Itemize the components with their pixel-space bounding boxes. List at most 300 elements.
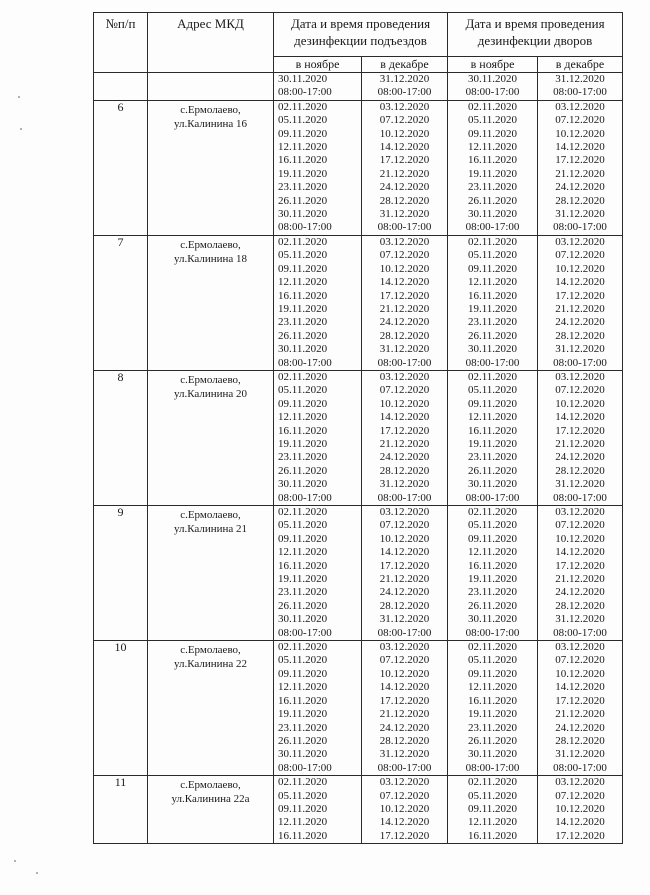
date-value: 31.12.2020 (555, 73, 605, 85)
date-value: 07.12.2020 (379, 114, 430, 127)
table-row (94, 776, 623, 844)
date-value: 10.12.2020 (379, 397, 430, 410)
address-street: ул.Калинина 22а (171, 793, 250, 806)
date-value: 08:00-17:00 (278, 491, 332, 504)
date-value: 24.12.2020 (379, 586, 430, 599)
continuation-yard-nov (448, 73, 538, 101)
yard-dec-dates (538, 100, 623, 235)
row-number: 9 (94, 506, 148, 641)
scan-speck (36, 872, 38, 874)
yard-dec-dates (538, 776, 623, 844)
date-value: 12.11.2020 (467, 546, 518, 559)
date-value: 26.11.2020 (467, 599, 518, 612)
date-value: 21.12.2020 (379, 708, 430, 721)
date-value: 28.12.2020 (555, 599, 605, 612)
continuation-number-cell (94, 73, 148, 101)
yard-nov-dates (448, 370, 538, 505)
address-cell (148, 641, 274, 776)
date-value: 17.12.2020 (379, 154, 430, 167)
date-value: 09.11.2020 (278, 262, 328, 275)
date-value: 10.12.2020 (379, 127, 430, 140)
date-value: 09.11.2020 (467, 262, 518, 275)
date-value: 03.12.2020 (379, 776, 430, 789)
date-value: 08:00-17:00 (553, 626, 607, 639)
date-value: 07.12.2020 (379, 249, 430, 262)
entrance-nov-dates (274, 370, 362, 505)
date-value: 12.11.2020 (278, 276, 328, 289)
date-value: 03.12.2020 (379, 100, 430, 113)
date-value: 02.11.2020 (278, 641, 328, 654)
date-value: 24.12.2020 (379, 451, 430, 464)
date-value: 26.11.2020 (467, 329, 518, 342)
subheader-entrance-dec: в декабре (362, 57, 448, 73)
date-value: 09.11.2020 (278, 802, 328, 815)
date-value: 30.11.2020 (467, 208, 518, 221)
date-value: 02.11.2020 (278, 506, 328, 518)
entrance-dec-dates (362, 776, 448, 844)
date-value: 28.12.2020 (555, 194, 605, 207)
date-value: 31.12.2020 (379, 613, 430, 626)
date-value: 09.11.2020 (278, 532, 328, 545)
date-value: 10.12.2020 (555, 127, 605, 140)
row-number: 11 (94, 776, 148, 844)
date-value: 19.11.2020 (278, 302, 328, 315)
date-value: 26.11.2020 (278, 599, 328, 612)
disinfection-schedule-table (93, 12, 623, 844)
date-value: 08:00-17:00 (465, 356, 520, 369)
date-value: 07.12.2020 (379, 384, 430, 397)
entrance-nov-dates (274, 776, 362, 844)
date-value: 03.12.2020 (379, 641, 430, 654)
address-cell (148, 235, 274, 370)
date-value: 30.11.2020 (467, 478, 518, 491)
date-value: 28.12.2020 (555, 329, 605, 342)
date-value: 08:00-17:00 (553, 761, 607, 774)
date-value: 14.12.2020 (379, 411, 430, 424)
date-value: 02.11.2020 (278, 100, 328, 113)
date-value: 12.11.2020 (278, 681, 328, 694)
date-value: 10.12.2020 (379, 667, 430, 680)
date-value: 05.11.2020 (467, 114, 518, 127)
date-value: 30.11.2020 (467, 748, 518, 761)
date-value: 03.12.2020 (555, 100, 605, 113)
date-value: 08:00-17:00 (553, 221, 607, 234)
continuation-entrance-nov (274, 73, 362, 101)
date-value: 14.12.2020 (555, 681, 605, 694)
date-value: 07.12.2020 (379, 519, 430, 532)
yard-dec-dates (538, 641, 623, 776)
date-value: 09.11.2020 (467, 667, 518, 680)
date-value: 16.11.2020 (278, 694, 328, 707)
date-value: 02.11.2020 (278, 370, 328, 383)
date-value: 09.11.2020 (278, 667, 328, 680)
date-value: 16.11.2020 (467, 559, 518, 572)
date-value: 16.11.2020 (278, 829, 328, 842)
date-value: 17.12.2020 (555, 829, 605, 842)
date-value: 16.11.2020 (278, 289, 328, 302)
date-value: 19.11.2020 (467, 708, 518, 721)
column-header-yards: Дата и время проведения дезинфекции дворов (448, 13, 623, 57)
date-value: 26.11.2020 (278, 194, 328, 207)
date-value: 24.12.2020 (379, 316, 430, 329)
date-value: 16.11.2020 (278, 559, 328, 572)
date-value: 12.11.2020 (278, 411, 328, 424)
date-value: 03.12.2020 (379, 235, 430, 248)
date-value: 30.11.2020 (278, 208, 328, 221)
date-value: 08:00-17:00 (377, 491, 432, 504)
address-locality: с.Ермолаево, (180, 509, 241, 521)
row-number: 8 (94, 370, 148, 505)
date-value: 10.12.2020 (555, 802, 605, 815)
date-value: 09.11.2020 (467, 532, 518, 545)
yard-nov-dates (448, 506, 538, 641)
date-value: 05.11.2020 (278, 114, 328, 127)
column-header-address: Адрес МКД (148, 13, 274, 73)
date-value: 21.12.2020 (555, 573, 605, 586)
date-value: 14.12.2020 (555, 411, 605, 424)
date-value: 31.12.2020 (555, 613, 605, 626)
address-locality: с.Ермолаево, (180, 644, 241, 657)
date-value: 14.12.2020 (555, 276, 605, 289)
time-value: 08:00-17:00 (553, 86, 607, 99)
date-value: 16.11.2020 (467, 289, 518, 302)
date-value: 08:00-17:00 (278, 626, 332, 639)
date-value: 19.11.2020 (278, 573, 328, 586)
date-value: 24.12.2020 (379, 721, 430, 734)
date-value: 17.12.2020 (379, 694, 430, 707)
date-value: 16.11.2020 (467, 424, 518, 437)
date-value: 07.12.2020 (379, 789, 430, 802)
date-value: 12.11.2020 (278, 141, 328, 154)
yard-dec-dates (538, 370, 623, 505)
date-value: 14.12.2020 (379, 816, 430, 829)
date-value: 05.11.2020 (278, 654, 328, 667)
date-value: 12.11.2020 (467, 141, 518, 154)
date-value: 24.12.2020 (555, 316, 605, 329)
date-value: 26.11.2020 (467, 734, 518, 747)
date-value: 08:00-17:00 (553, 491, 607, 504)
date-value: 05.11.2020 (278, 519, 328, 532)
date-value: 31.12.2020 (379, 208, 430, 221)
subheader-entrance-nov: в ноябре (274, 57, 362, 73)
time-value: 08:00-17:00 (465, 86, 520, 99)
date-value: 23.11.2020 (278, 721, 328, 734)
date-value: 03.12.2020 (379, 506, 430, 518)
date-value: 31.12.2020 (555, 478, 605, 491)
entrance-dec-dates (362, 506, 448, 641)
date-value: 10.12.2020 (379, 802, 430, 815)
date-value: 08:00-17:00 (377, 221, 432, 234)
date-value: 08:00-17:00 (465, 761, 520, 774)
date-value: 03.12.2020 (555, 370, 605, 383)
yard-nov-dates (448, 235, 538, 370)
date-value: 07.12.2020 (555, 789, 605, 802)
continuation-yard-dec (538, 73, 623, 101)
entrance-dec-dates (362, 641, 448, 776)
date-value: 16.11.2020 (467, 829, 518, 842)
date-value: 31.12.2020 (379, 748, 430, 761)
date-value: 08:00-17:00 (377, 761, 432, 774)
date-value: 23.11.2020 (467, 451, 518, 464)
date-value: 30.11.2020 (278, 748, 328, 761)
date-value: 10.12.2020 (555, 397, 605, 410)
date-value: 26.11.2020 (278, 734, 328, 747)
date-value: 03.12.2020 (555, 506, 605, 518)
address-locality: с.Ермолаево, (180, 103, 241, 116)
time-value: 08:00-17:00 (377, 86, 432, 99)
date-value: 03.12.2020 (555, 776, 605, 789)
date-value: 08:00-17:00 (377, 356, 432, 369)
date-value: 21.12.2020 (379, 302, 430, 315)
date-value: 10.12.2020 (555, 667, 605, 680)
date-value: 07.12.2020 (555, 519, 605, 532)
date-value: 09.11.2020 (278, 397, 328, 410)
date-value: 30.11.2020 (467, 613, 518, 626)
date-value: 05.11.2020 (467, 249, 518, 262)
date-value: 12.11.2020 (278, 816, 328, 829)
date-value: 21.12.2020 (379, 167, 430, 180)
date-value: 14.12.2020 (379, 681, 430, 694)
date-value: 19.11.2020 (278, 708, 328, 721)
date-value: 17.12.2020 (379, 289, 430, 302)
date-value: 23.11.2020 (467, 721, 518, 734)
address-locality: с.Ермолаево, (180, 238, 241, 251)
date-value: 31.12.2020 (555, 208, 605, 221)
entrance-dec-dates (362, 370, 448, 505)
date-value: 08:00-17:00 (465, 626, 520, 639)
date-value: 21.12.2020 (379, 573, 430, 586)
date-value: 16.11.2020 (467, 694, 518, 707)
address-street: ул.Калинина 21 (173, 523, 248, 535)
date-value: 02.11.2020 (467, 235, 518, 248)
date-value: 08:00-17:00 (553, 356, 607, 369)
address-cell (148, 506, 274, 641)
date-value: 10.12.2020 (379, 532, 430, 545)
entrance-nov-dates (274, 641, 362, 776)
address-locality: с.Ермолаево, (180, 779, 241, 792)
date-value: 08:00-17:00 (278, 761, 332, 774)
address-locality: с.Ермолаево, (180, 373, 241, 386)
date-value: 07.12.2020 (555, 384, 605, 397)
date-value: 14.12.2020 (555, 816, 605, 829)
table-row (94, 506, 623, 641)
address-street: ул.Калинина 16 (173, 117, 248, 130)
date-value: 03.12.2020 (555, 235, 605, 248)
date-value: 08:00-17:00 (465, 491, 520, 504)
scan-speck (14, 860, 16, 862)
subheader-yard-nov: в ноябре (448, 57, 538, 73)
date-value: 30.11.2020 (467, 73, 518, 85)
date-value: 12.11.2020 (467, 816, 518, 829)
date-value: 14.12.2020 (555, 546, 605, 559)
date-value: 10.12.2020 (379, 262, 430, 275)
row-number: 10 (94, 641, 148, 776)
entrance-nov-dates (274, 235, 362, 370)
continuation-entrance-dec (362, 73, 448, 101)
date-value: 07.12.2020 (555, 114, 605, 127)
date-value: 19.11.2020 (278, 167, 328, 180)
date-value: 12.11.2020 (467, 411, 518, 424)
table-row (94, 370, 623, 505)
date-value: 21.12.2020 (379, 437, 430, 450)
address-cell (148, 776, 274, 844)
date-value: 17.12.2020 (379, 829, 430, 842)
yard-dec-dates (538, 235, 623, 370)
date-value: 24.12.2020 (379, 181, 430, 194)
date-value: 21.12.2020 (555, 167, 605, 180)
date-value: 17.12.2020 (555, 559, 605, 572)
date-value: 14.12.2020 (379, 141, 430, 154)
date-value: 19.11.2020 (467, 302, 518, 315)
date-value: 05.11.2020 (278, 384, 328, 397)
yard-dec-dates (538, 506, 623, 641)
date-value: 24.12.2020 (555, 586, 605, 599)
entrance-dec-dates (362, 235, 448, 370)
date-value: 17.12.2020 (379, 424, 430, 437)
date-value: 05.11.2020 (467, 654, 518, 667)
date-value: 09.11.2020 (278, 127, 328, 140)
date-value: 02.11.2020 (278, 776, 328, 789)
yard-nov-dates (448, 776, 538, 844)
date-value: 21.12.2020 (555, 437, 605, 450)
date-value: 02.11.2020 (467, 370, 518, 383)
date-value: 23.11.2020 (278, 316, 328, 329)
date-value: 24.12.2020 (555, 181, 605, 194)
address-street: ул.Калинина 18 (173, 252, 248, 265)
date-value: 30.11.2020 (278, 613, 328, 626)
date-value: 19.11.2020 (278, 437, 328, 450)
date-value: 17.12.2020 (555, 694, 605, 707)
table-row (94, 641, 623, 776)
yard-nov-dates (448, 641, 538, 776)
row-number: 7 (94, 235, 148, 370)
date-value: 08:00-17:00 (465, 221, 520, 234)
date-value: 19.11.2020 (467, 167, 518, 180)
date-value: 07.12.2020 (379, 654, 430, 667)
date-value: 09.11.2020 (467, 802, 518, 815)
subheader-yard-dec: в декабре (538, 57, 623, 73)
date-value: 05.11.2020 (278, 249, 328, 262)
date-value: 28.12.2020 (379, 329, 430, 342)
date-value: 05.11.2020 (467, 384, 518, 397)
date-value: 05.11.2020 (467, 789, 518, 802)
entrance-nov-dates (274, 100, 362, 235)
date-value: 23.11.2020 (467, 586, 518, 599)
date-value: 14.12.2020 (379, 276, 430, 289)
date-value: 31.12.2020 (379, 343, 430, 356)
date-value: 26.11.2020 (278, 329, 328, 342)
date-value: 30.11.2020 (278, 343, 328, 356)
date-value: 07.12.2020 (555, 654, 605, 667)
date-value: 19.11.2020 (467, 573, 518, 586)
entrance-nov-dates (274, 506, 362, 641)
date-value: 23.11.2020 (278, 586, 328, 599)
date-value: 14.12.2020 (555, 141, 605, 154)
date-value: 26.11.2020 (467, 464, 518, 477)
date-value: 14.12.2020 (379, 546, 430, 559)
continuation-address-cell (148, 73, 274, 101)
date-value: 23.11.2020 (467, 181, 518, 194)
date-value: 31.12.2020 (555, 343, 605, 356)
date-value: 24.12.2020 (555, 451, 605, 464)
date-value: 02.11.2020 (467, 776, 518, 789)
date-value: 16.11.2020 (278, 154, 328, 167)
date-value: 08:00-17:00 (278, 221, 332, 234)
date-value: 17.12.2020 (555, 289, 605, 302)
header-row (94, 13, 623, 57)
date-value: 17.12.2020 (379, 559, 430, 572)
date-value: 12.11.2020 (467, 681, 518, 694)
date-value: 28.12.2020 (379, 734, 430, 747)
date-value: 17.12.2020 (555, 424, 605, 437)
address-street: ул.Калинина 22 (173, 658, 248, 671)
date-value: 28.12.2020 (555, 734, 605, 747)
date-value: 31.12.2020 (555, 748, 605, 761)
date-value: 03.12.2020 (379, 370, 430, 383)
date-value: 12.11.2020 (278, 546, 328, 559)
date-value: 08:00-17:00 (278, 356, 332, 369)
date-value: 31.12.2020 (379, 478, 430, 491)
date-value: 24.12.2020 (555, 721, 605, 734)
date-value: 17.12.2020 (555, 154, 605, 167)
date-value: 28.12.2020 (555, 464, 605, 477)
date-value: 08:00-17:00 (377, 626, 432, 639)
table-row (94, 235, 623, 370)
time-value: 08:00-17:00 (278, 86, 332, 99)
table-row (94, 100, 623, 235)
date-value: 05.11.2020 (278, 789, 328, 802)
date-value: 30.11.2020 (278, 73, 328, 85)
date-value: 23.11.2020 (278, 181, 328, 194)
date-value: 30.11.2020 (467, 343, 518, 356)
date-value: 28.12.2020 (379, 464, 430, 477)
column-header-entrances: Дата и время проведения дезинфекции подъездов (274, 13, 448, 57)
date-value: 09.11.2020 (467, 127, 518, 140)
date-value: 12.11.2020 (467, 276, 518, 289)
date-value: 30.11.2020 (278, 478, 328, 491)
date-value: 03.12.2020 (555, 641, 605, 654)
scan-speck (18, 96, 20, 98)
date-value: 21.12.2020 (555, 302, 605, 315)
date-value: 28.12.2020 (379, 194, 430, 207)
date-value: 09.11.2020 (467, 397, 518, 410)
date-value: 26.11.2020 (467, 194, 518, 207)
date-value: 28.12.2020 (379, 599, 430, 612)
date-value: 16.11.2020 (278, 424, 328, 437)
address-cell (148, 100, 274, 235)
date-value: 10.12.2020 (555, 262, 605, 275)
date-value: 21.12.2020 (555, 708, 605, 721)
date-value: 02.11.2020 (278, 235, 328, 248)
date-value: 23.11.2020 (278, 451, 328, 464)
date-value: 19.11.2020 (467, 437, 518, 450)
date-value: 02.11.2020 (467, 641, 518, 654)
address-street: ул.Калинина 20 (173, 387, 248, 400)
row-number: 6 (94, 100, 148, 235)
date-value: 16.11.2020 (467, 154, 518, 167)
address-cell (148, 370, 274, 505)
date-value: 07.12.2020 (555, 249, 605, 262)
column-header-number: №п/п (94, 13, 148, 73)
date-value: 23.11.2020 (467, 316, 518, 329)
scan-speck (20, 128, 22, 130)
continuation-row (94, 73, 623, 101)
date-value: 26.11.2020 (278, 464, 328, 477)
date-value: 05.11.2020 (467, 519, 518, 532)
yard-nov-dates (448, 100, 538, 235)
entrance-dec-dates (362, 100, 448, 235)
date-value: 10.12.2020 (555, 532, 605, 545)
